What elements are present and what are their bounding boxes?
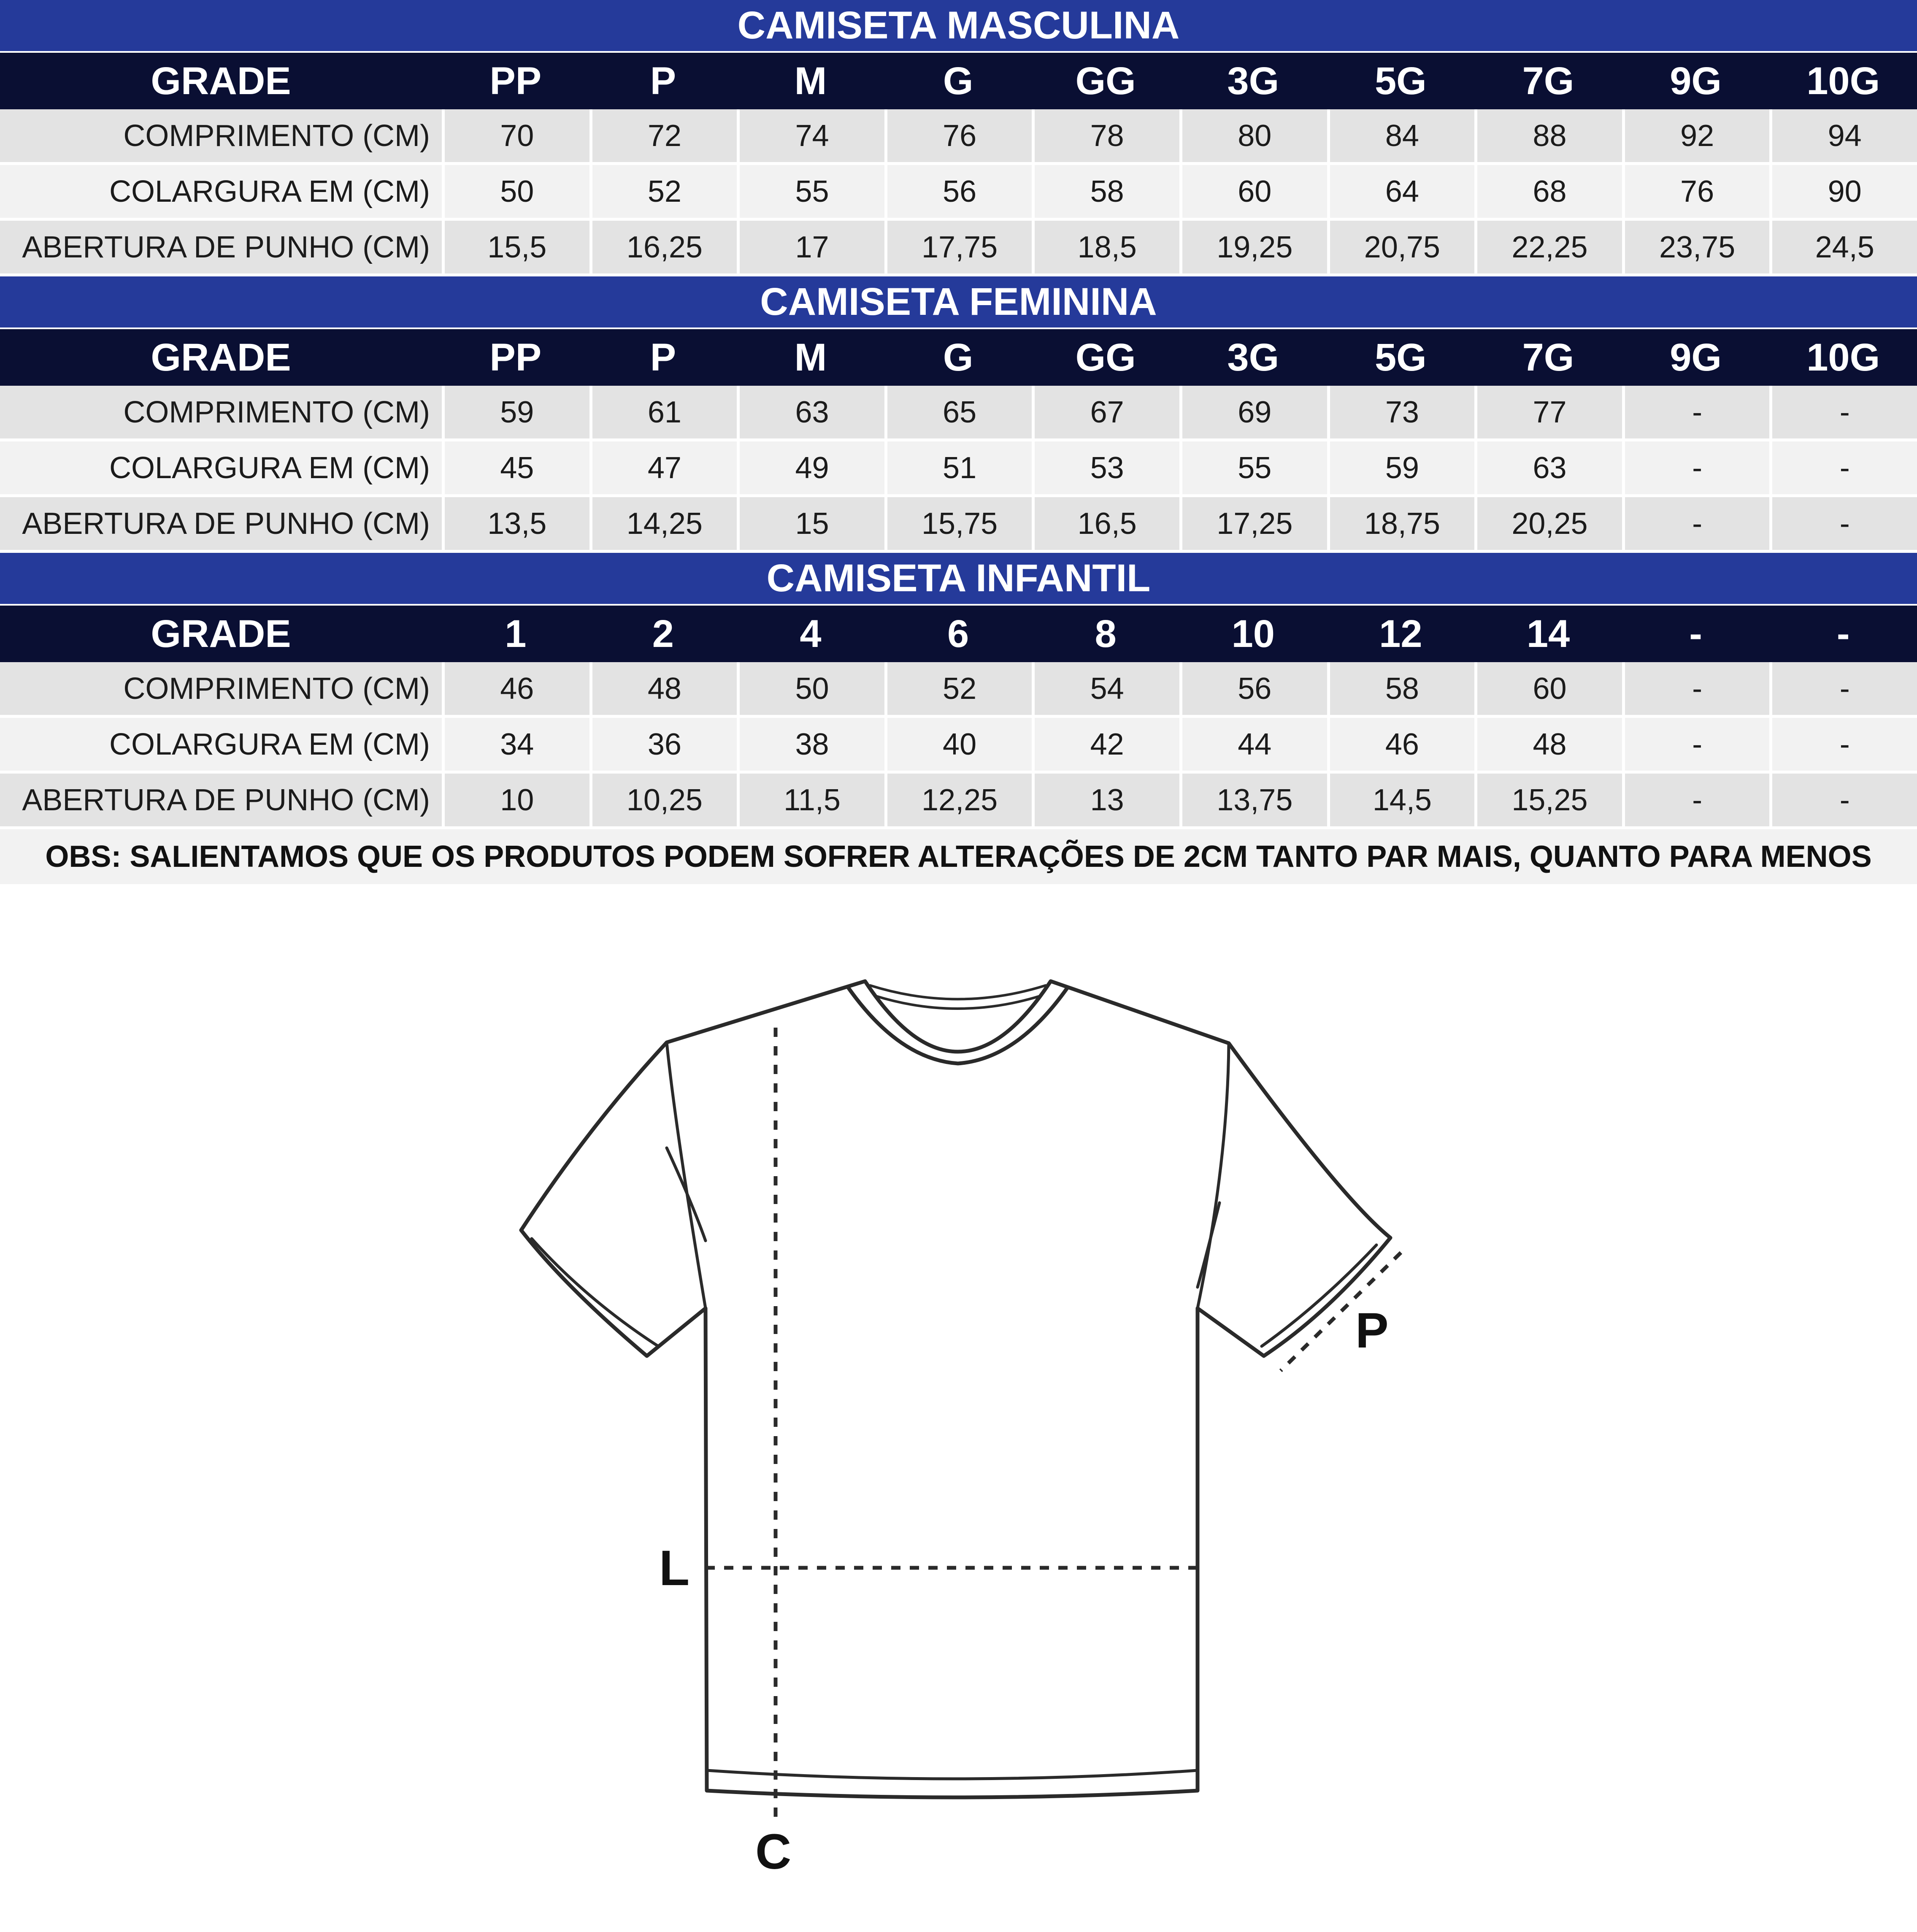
table-row [0, 662, 1917, 718]
header-row [0, 606, 1917, 662]
header-size-cell: 1 [505, 612, 527, 655]
measure-cell: 63 [1474, 441, 1622, 497]
header-size-cell: - [1689, 612, 1702, 655]
row-label: COLARGURA EM (CM) [0, 165, 442, 221]
measure-cell: 52 [884, 662, 1032, 718]
header-size-cell: 5G [1375, 59, 1427, 103]
header-size-cell: 9G [1670, 59, 1722, 103]
measure-cell: 19,25 [1179, 221, 1327, 276]
measure-cell: 94 [1769, 109, 1917, 165]
table-title: CAMISETA INFANTIL [0, 553, 1917, 606]
measure-cell: 59 [1327, 441, 1475, 497]
tshirt-diagram [0, 907, 1917, 1932]
header-size-cell: 12 [1379, 612, 1422, 655]
measure-cell: 90 [1769, 165, 1917, 221]
header-size-cell: 7G [1522, 59, 1574, 103]
measure-cell: 50 [737, 662, 884, 718]
measure-cell: 76 [1622, 165, 1770, 221]
measure-cell: 34 [442, 718, 589, 774]
size-chart [0, 0, 1917, 884]
measure-cell: 17,25 [1179, 497, 1327, 553]
measure-cell: 68 [1474, 165, 1622, 221]
measure-cell: 67 [1032, 386, 1179, 441]
measure-cell: - [1769, 774, 1917, 829]
header-size-cell: 10G [1806, 336, 1880, 379]
measure-cell: 53 [1032, 441, 1179, 497]
measure-cell: 55 [737, 165, 884, 221]
header-size-cell: GG [1075, 59, 1136, 103]
header-size-cell: 7G [1522, 336, 1574, 379]
header-size-cell: 3G [1227, 59, 1279, 103]
measure-cell: 80 [1179, 109, 1327, 165]
measure-cell: 14,25 [589, 497, 737, 553]
header-size-cell: P [650, 59, 676, 103]
header-size-cell: 2 [652, 612, 674, 655]
measure-cell: 63 [737, 386, 884, 441]
measure-cell: 23,75 [1622, 221, 1770, 276]
measure-cell: 74 [737, 109, 884, 165]
measure-cell: 65 [884, 386, 1032, 441]
measure-cell: 17,75 [884, 221, 1032, 276]
header-size-cell: GG [1075, 336, 1136, 379]
measure-cell: 70 [442, 109, 589, 165]
measure-cell: 84 [1327, 109, 1475, 165]
table-row [0, 221, 1917, 276]
row-label: ABERTURA DE PUNHO (CM) [0, 221, 442, 276]
measure-cell: 48 [1474, 718, 1622, 774]
measure-cell: 58 [1032, 165, 1179, 221]
measure-cell: - [1769, 662, 1917, 718]
measure-cell: - [1769, 386, 1917, 441]
measure-cell: 69 [1179, 386, 1327, 441]
header-grade-cell: GRADE [151, 336, 291, 379]
measure-cell: 46 [442, 662, 589, 718]
measure-cell: 17 [737, 221, 884, 276]
table-row [0, 109, 1917, 165]
width-label: L [659, 1540, 690, 1596]
table-row [0, 165, 1917, 221]
measure-cell: 73 [1327, 386, 1475, 441]
measure-cell: 60 [1474, 662, 1622, 718]
header-size-cell: 10G [1806, 59, 1880, 103]
header-size-cell: M [794, 59, 827, 103]
measure-cell: 64 [1327, 165, 1475, 221]
measure-cell: 24,5 [1769, 221, 1917, 276]
measure-cell: 59 [442, 386, 589, 441]
measure-cell: 48 [589, 662, 737, 718]
header-size-cell: 9G [1670, 336, 1722, 379]
measure-cell: 40 [884, 718, 1032, 774]
table-row [0, 718, 1917, 774]
measure-cell: 56 [1179, 662, 1327, 718]
measure-cell: 11,5 [737, 774, 884, 829]
measure-cell: - [1622, 718, 1770, 774]
row-label: ABERTURA DE PUNHO (CM) [0, 497, 442, 553]
table-title: CAMISETA FEMININA [0, 276, 1917, 329]
obs-note: OBS: SALIENTAMOS QUE OS PRODUTOS PODEM SOFRER ALTERAÇÕES DE 2CM TANTO PAR MAIS, QUANTO PARA MENOS [0, 829, 1917, 884]
measure-cell: 92 [1622, 109, 1770, 165]
measure-cell: 10,25 [589, 774, 737, 829]
row-label: COLARGURA EM (CM) [0, 441, 442, 497]
measure-cell: 13,5 [442, 497, 589, 553]
table-row [0, 441, 1917, 497]
measure-cell: 42 [1032, 718, 1179, 774]
measure-cell: - [1769, 718, 1917, 774]
measure-cell: 45 [442, 441, 589, 497]
measure-cell: 56 [884, 165, 1032, 221]
row-label: COMPRIMENTO (CM) [0, 662, 442, 718]
header-size-cell: 10 [1231, 612, 1275, 655]
header-grade-cell: GRADE [151, 612, 291, 655]
measure-cell: 10 [442, 774, 589, 829]
measure-cell: - [1622, 441, 1770, 497]
row-label: COMPRIMENTO (CM) [0, 109, 442, 165]
header-size-cell: G [943, 336, 973, 379]
table-row [0, 497, 1917, 553]
measure-cell: 76 [884, 109, 1032, 165]
measure-cell: 58 [1327, 662, 1475, 718]
measure-cell: 13 [1032, 774, 1179, 829]
header-size-cell: G [943, 59, 973, 103]
header-row [0, 53, 1917, 109]
measure-cell: 88 [1474, 109, 1622, 165]
header-size-cell: 4 [800, 612, 822, 655]
measure-cell: 12,25 [884, 774, 1032, 829]
measure-cell: 18,5 [1032, 221, 1179, 276]
measure-cell: 16,25 [589, 221, 737, 276]
measure-cell: 60 [1179, 165, 1327, 221]
measure-cell: 13,75 [1179, 774, 1327, 829]
header-size-cell: 5G [1375, 336, 1427, 379]
measure-cell: - [1769, 441, 1917, 497]
row-label: COMPRIMENTO (CM) [0, 386, 442, 441]
measure-cell: 52 [589, 165, 737, 221]
measure-cell: 15 [737, 497, 884, 553]
header-grade-cell: GRADE [151, 59, 291, 103]
measure-cell: 15,25 [1474, 774, 1622, 829]
measure-cell: - [1622, 497, 1770, 553]
row-label: ABERTURA DE PUNHO (CM) [0, 774, 442, 829]
measure-cell: 46 [1327, 718, 1475, 774]
measure-cell: 49 [737, 441, 884, 497]
measure-cell: 72 [589, 109, 737, 165]
header-size-cell: 14 [1526, 612, 1570, 655]
header-size-cell: PP [489, 336, 542, 379]
measure-cell: 16,5 [1032, 497, 1179, 553]
measure-cell: - [1769, 497, 1917, 553]
measure-cell: 22,25 [1474, 221, 1622, 276]
measure-cell: - [1622, 662, 1770, 718]
tshirt-outline-icon [0, 907, 1917, 1932]
measure-cell: 36 [589, 718, 737, 774]
measure-cell: 15,5 [442, 221, 589, 276]
measure-cell: - [1622, 386, 1770, 441]
row-label: COLARGURA EM (CM) [0, 718, 442, 774]
measure-cell: 15,75 [884, 497, 1032, 553]
header-size-cell: P [650, 336, 676, 379]
measure-cell: - [1622, 774, 1770, 829]
table-row [0, 386, 1917, 441]
measure-cell: 47 [589, 441, 737, 497]
measure-cell: 61 [589, 386, 737, 441]
measure-cell: 20,25 [1474, 497, 1622, 553]
measure-cell: 54 [1032, 662, 1179, 718]
measure-cell: 18,75 [1327, 497, 1475, 553]
measure-cell: 78 [1032, 109, 1179, 165]
table-row [0, 774, 1917, 829]
measure-cell: 44 [1179, 718, 1327, 774]
header-row [0, 329, 1917, 386]
header-size-cell: PP [489, 59, 542, 103]
length-label: C [755, 1824, 792, 1880]
measure-cell: 55 [1179, 441, 1327, 497]
measure-cell: 20,75 [1327, 221, 1475, 276]
measure-cell: 77 [1474, 386, 1622, 441]
measure-cell: 51 [884, 441, 1032, 497]
measure-cell: 50 [442, 165, 589, 221]
header-size-cell: - [1836, 612, 1850, 655]
header-size-cell: 3G [1227, 336, 1279, 379]
table-title: CAMISETA MASCULINA [0, 0, 1917, 53]
measure-cell: 38 [737, 718, 884, 774]
header-size-cell: 8 [1095, 612, 1117, 655]
header-size-cell: M [794, 336, 827, 379]
measure-cell: 14,5 [1327, 774, 1475, 829]
header-size-cell: 6 [947, 612, 969, 655]
cuff-label: P [1355, 1303, 1389, 1358]
